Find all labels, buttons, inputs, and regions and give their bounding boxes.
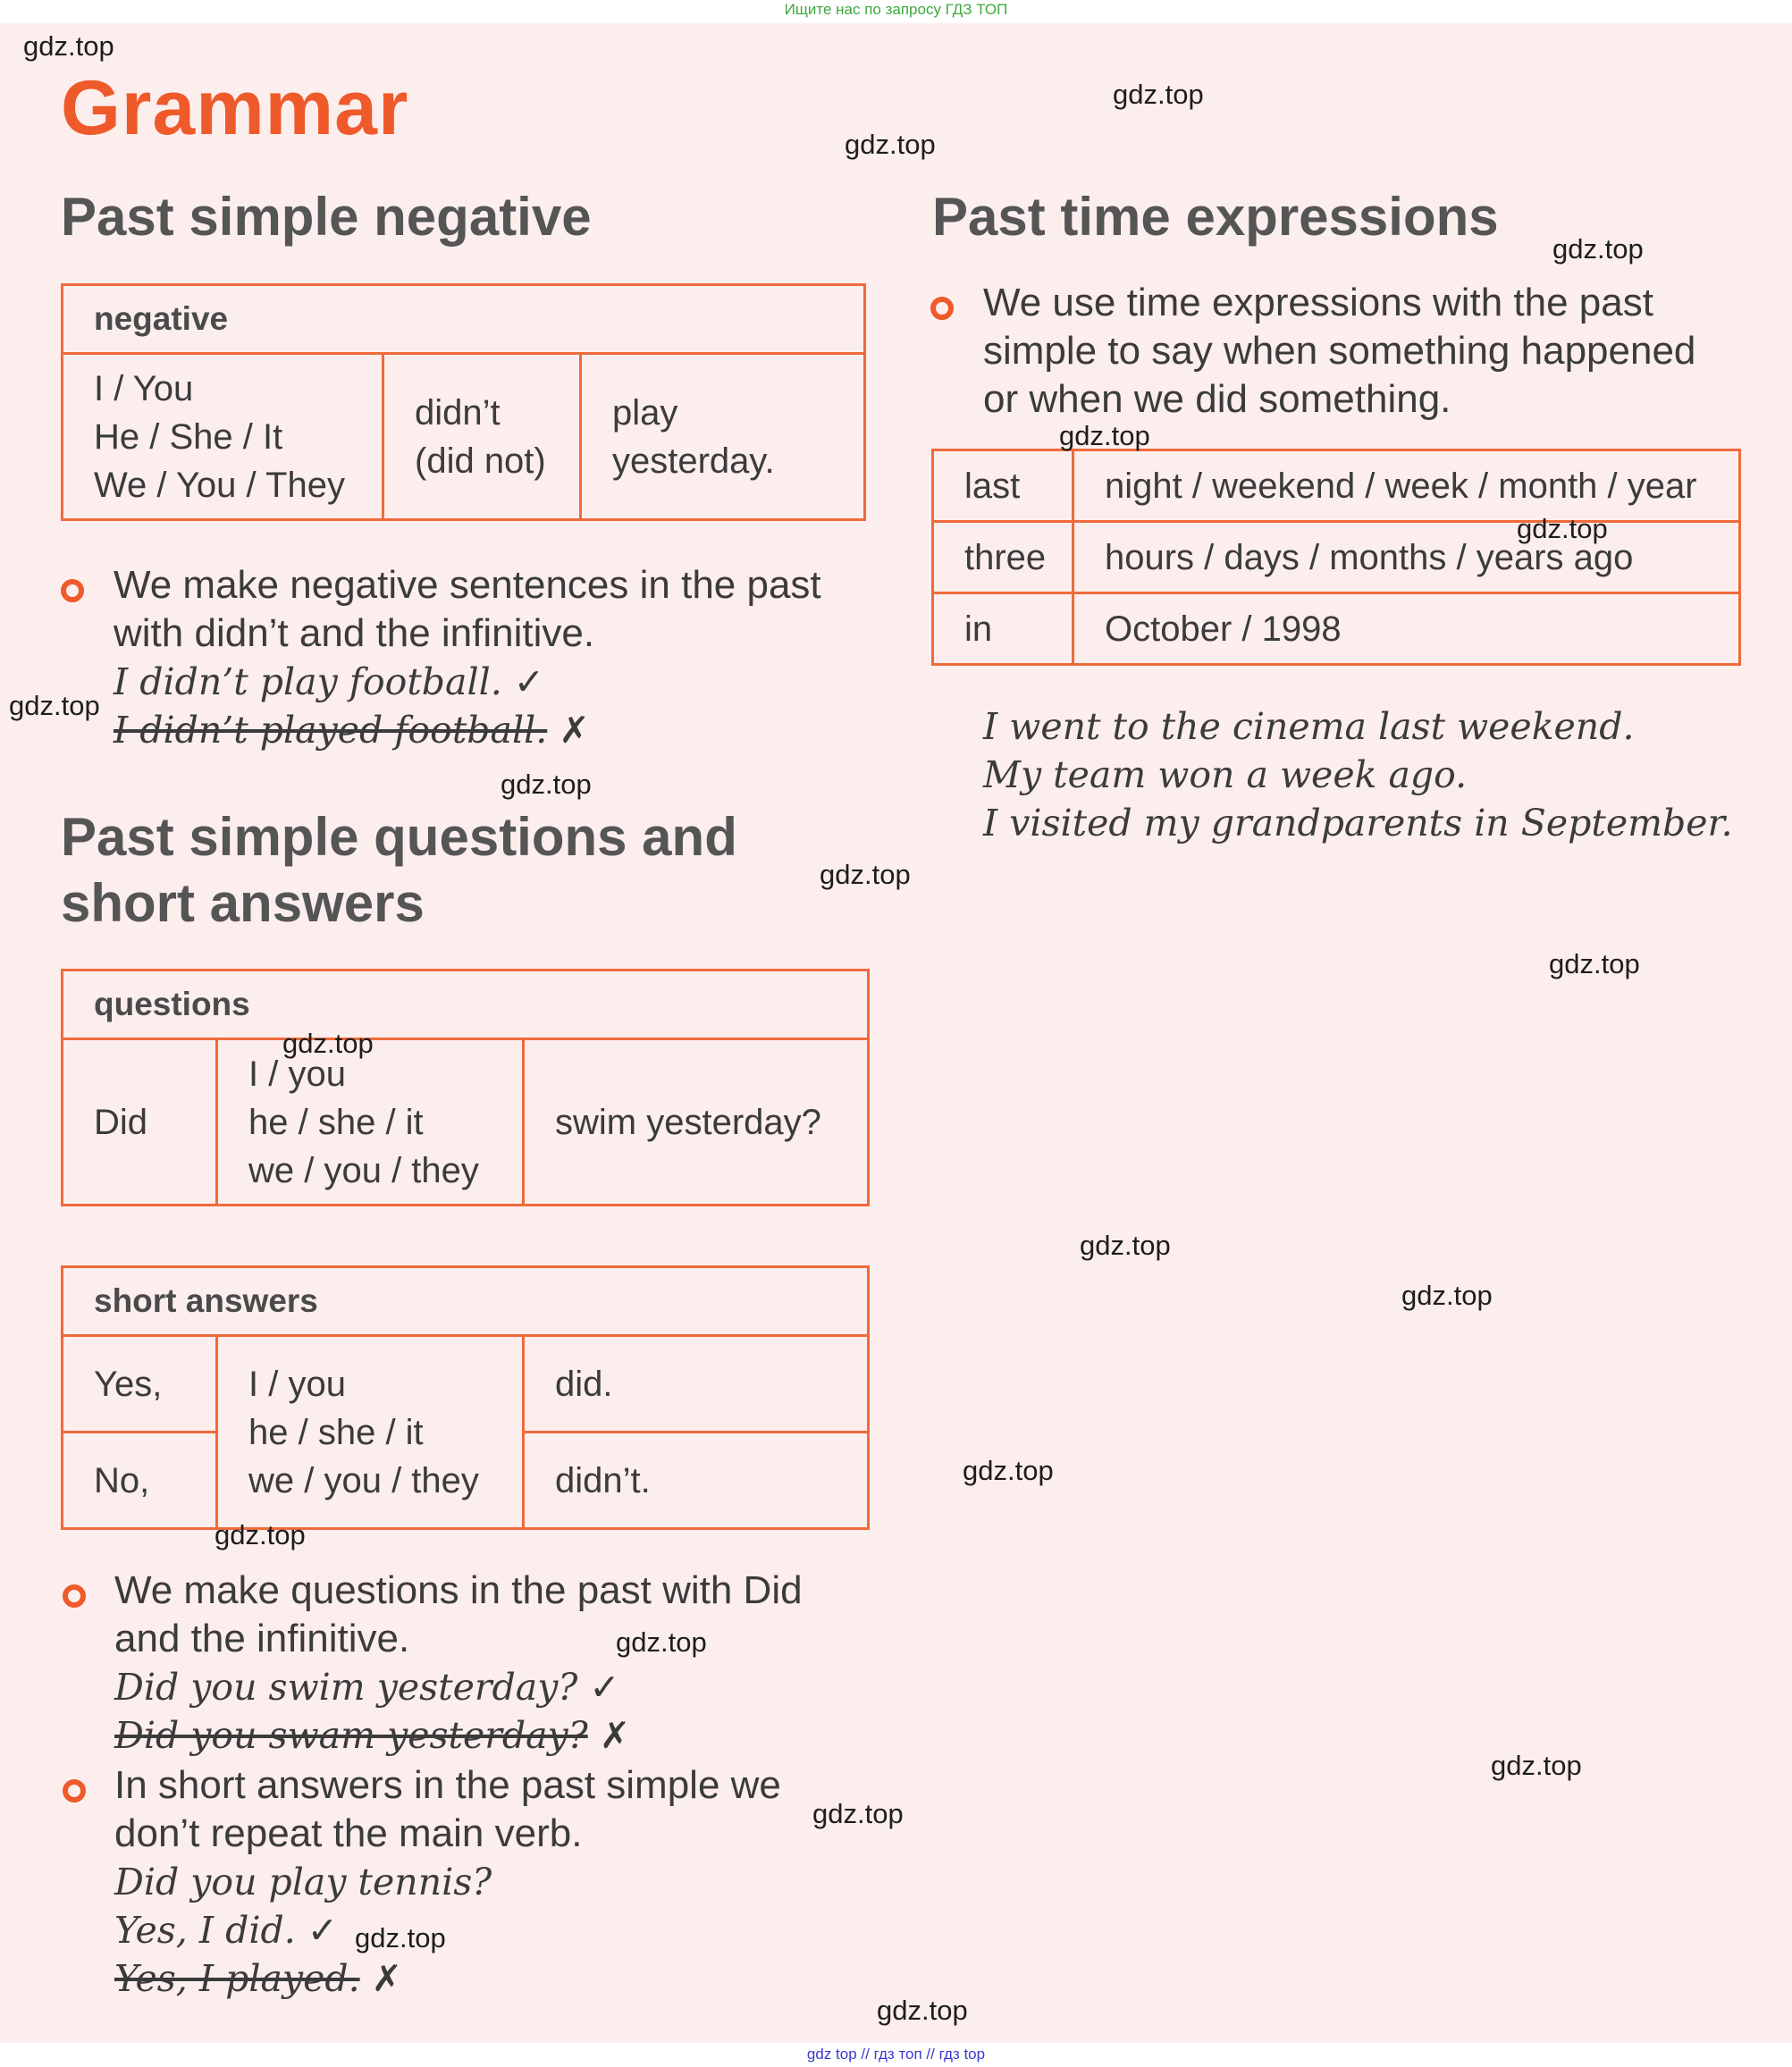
subject-line: we / you / they xyxy=(248,1150,479,1190)
heading-line: short answers xyxy=(61,873,425,933)
subject-line: we / you / they xyxy=(248,1460,479,1500)
page-title: Grammar xyxy=(61,65,409,151)
negative-rule xyxy=(114,561,882,754)
questions-table-head: questions xyxy=(63,970,869,1039)
questions-subjects-cell xyxy=(217,1039,524,1206)
textbook-page xyxy=(0,23,1792,2043)
top-banner[interactable]: Ищите нас по запросу ГДЗ ТОП xyxy=(784,1,1008,18)
heading-line: Past simple questions and xyxy=(61,807,737,867)
bullet-icon xyxy=(61,579,84,602)
short-answers-table xyxy=(61,1265,870,1530)
example-correct: I didn’t play football. ✓ xyxy=(114,660,545,703)
rule-line: We make negative sentences in the past xyxy=(114,563,821,607)
yes-cell: Yes, xyxy=(63,1336,217,1433)
bullet-icon xyxy=(930,297,954,320)
questions-rest-cell: swim yesterday? xyxy=(524,1039,869,1206)
rule-line: We make questions in the past with Did xyxy=(114,1568,803,1612)
watermark-text: gdz.top xyxy=(1059,420,1150,451)
time-examples xyxy=(983,702,1770,847)
time-word-cell: in xyxy=(933,593,1073,665)
time-word-cell: last xyxy=(933,450,1073,522)
tick-icon: ✓ xyxy=(589,1666,620,1709)
watermark-text: gdz.top xyxy=(1113,79,1204,110)
didnt-cell: didn’t. xyxy=(524,1433,869,1529)
watermark-text: gdz.top xyxy=(1401,1280,1493,1311)
example-sentence: I went to the cinema last weekend. xyxy=(983,705,1635,748)
example-question: Did you play tennis? xyxy=(114,1861,492,1903)
negative-heading: Past simple negative xyxy=(61,187,592,247)
time-heading: Past time expressions xyxy=(932,187,1499,247)
watermark-text: gdz.top xyxy=(9,690,100,721)
time-expression-cell: October / 1998 xyxy=(1073,593,1740,665)
negative-verb-cell xyxy=(581,354,865,520)
watermark-text: gdz.top xyxy=(877,1995,968,2026)
rule-line: We use time expressions with the past xyxy=(983,281,1653,324)
verb-line: yesterday. xyxy=(612,441,775,481)
watermark-text: gdz.top xyxy=(282,1028,374,1059)
time-table xyxy=(931,449,1741,666)
subject-line: I / you xyxy=(248,1364,346,1404)
rule-line: and the infinitive. xyxy=(114,1617,410,1660)
time-rule xyxy=(983,279,1770,424)
bottom-banner[interactable]: gdz top // гдз топ // гдз top xyxy=(806,2046,986,2063)
verb-line: play xyxy=(612,392,678,433)
questions-rule xyxy=(114,1567,883,1760)
example-correct: Yes, I did. ✓ xyxy=(114,1909,339,1952)
no-cell: No, xyxy=(63,1433,217,1529)
example-sentence: I visited my grandparents in September. xyxy=(983,802,1733,844)
cross-icon: ✗ xyxy=(559,709,590,752)
aux-line: (did not) xyxy=(415,441,546,481)
did-cell: did. xyxy=(524,1336,869,1433)
watermark-text: gdz.top xyxy=(845,129,936,160)
subject-line: I / you xyxy=(248,1054,346,1094)
watermark-text: gdz.top xyxy=(501,769,592,800)
example-sentence: My team won a week ago. xyxy=(983,753,1468,796)
time-expression-cell: hours / days / months / years ago xyxy=(1073,522,1740,593)
bullet-icon xyxy=(63,1779,86,1802)
example-correct: Did you swim yesterday? ✓ xyxy=(114,1666,620,1709)
short-answers-head: short answers xyxy=(63,1267,869,1336)
aux-line: didn’t xyxy=(415,392,501,433)
example-incorrect: Yes, I played. ✗ xyxy=(114,1957,403,2000)
subject-line: I / You xyxy=(94,368,194,408)
watermark-text: gdz.top xyxy=(1552,233,1644,265)
subject-line: We / You / They xyxy=(94,465,345,505)
watermark-text: gdz.top xyxy=(355,1922,446,1954)
rule-line: simple to say when something happened xyxy=(983,329,1696,373)
watermark-text: gdz.top xyxy=(812,1798,904,1829)
example-incorrect: Did you swam yesterday? ✗ xyxy=(114,1714,631,1757)
example-incorrect: I didn’t played football. ✗ xyxy=(114,709,590,752)
watermark-text: gdz.top xyxy=(1080,1230,1171,1261)
watermark-text: gdz.top xyxy=(1517,513,1608,544)
watermark-text: gdz.top xyxy=(23,30,114,62)
cross-icon: ✗ xyxy=(371,1957,403,2000)
subject-line: he / she / it xyxy=(248,1102,424,1142)
rule-line: or when we did something. xyxy=(983,377,1451,421)
tick-icon: ✓ xyxy=(513,660,545,703)
time-expression-cell: night / weekend / week / month / year xyxy=(1073,450,1740,522)
subject-line: He / She / It xyxy=(94,416,283,457)
rule-line: In short answers in the past simple we xyxy=(114,1763,781,1807)
cross-icon: ✗ xyxy=(599,1714,631,1757)
negative-aux-cell xyxy=(383,354,581,520)
negative-table xyxy=(61,283,866,521)
time-word-cell: three xyxy=(933,522,1073,593)
short-subjects-cell xyxy=(217,1336,524,1529)
watermark-text: gdz.top xyxy=(616,1626,707,1658)
watermark-text: gdz.top xyxy=(215,1519,306,1550)
bullet-icon xyxy=(63,1584,86,1608)
watermark-text: gdz.top xyxy=(1491,1750,1582,1781)
questions-did-cell: Did xyxy=(63,1039,217,1206)
tick-icon: ✓ xyxy=(307,1909,339,1952)
subject-line: he / she / it xyxy=(248,1412,424,1452)
questions-heading xyxy=(61,804,737,937)
short-answer-rule xyxy=(114,1761,883,2003)
watermark-text: gdz.top xyxy=(820,859,911,890)
rule-line: don’t repeat the main verb. xyxy=(114,1811,583,1855)
rule-line: with didn’t and the infinitive. xyxy=(114,611,595,655)
watermark-text: gdz.top xyxy=(1549,948,1640,979)
questions-table xyxy=(61,969,870,1206)
negative-table-head: negative xyxy=(63,285,865,354)
negative-subjects-cell xyxy=(63,354,383,520)
watermark-text: gdz.top xyxy=(963,1455,1054,1486)
